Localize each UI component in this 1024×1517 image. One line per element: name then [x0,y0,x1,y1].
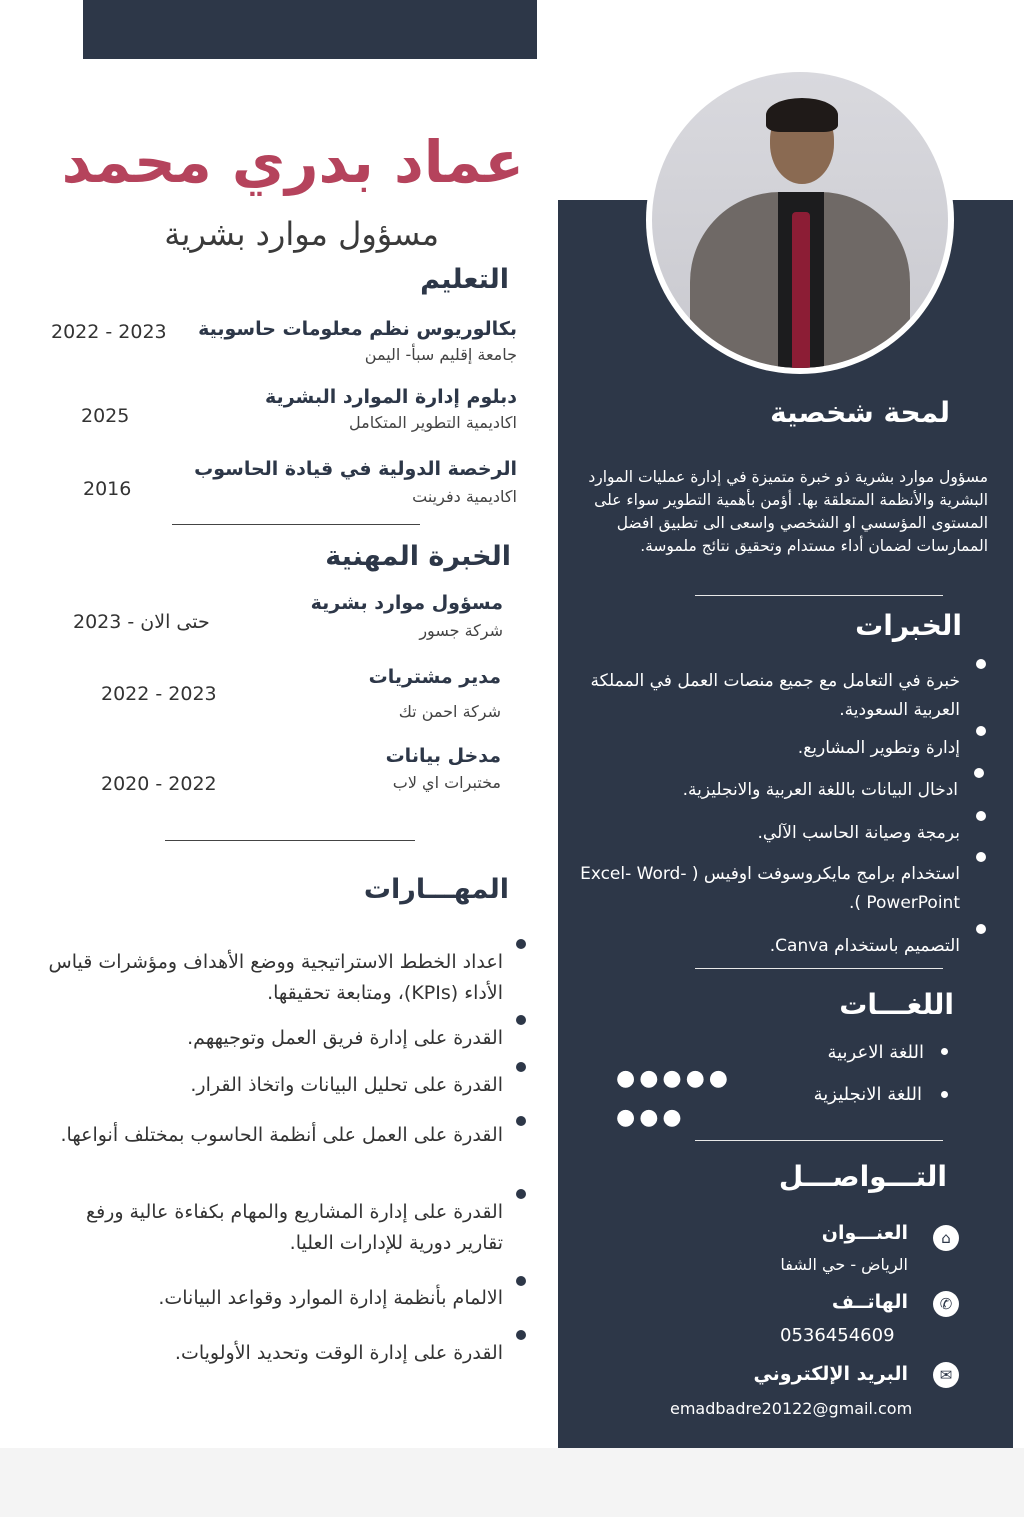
divider [165,840,415,841]
divider [695,1140,943,1141]
experience-org-3: مختبرات اي لاب [392,773,501,792]
skill-item-5: القدرة على إدارة المشاريع والمهام بكفاءة عالية ورفع تقارير دورية للإدارات العليا. [85,1201,503,1254]
bullet-icon [974,768,984,778]
experience-title-1: مسؤول موارد بشرية [310,592,503,614]
bullet-icon [976,924,986,934]
bullet-icon [516,1189,526,1199]
expertise-heading: الخبرات [855,609,962,642]
experience-date-1: 2023 - حتى الان [73,611,210,633]
experience-title-2: مدير مشتريات [368,666,501,688]
skill-item-4: القدرة على العمل على أنظمة الحاسوب بمختلف أنواعها. [60,1124,503,1146]
email-value: emadbadre20122@gmail.com [670,1399,913,1418]
experience-org-2: شركة احمن تك [398,702,501,721]
bullet-icon [516,1116,526,1126]
bullet-icon [941,1048,948,1055]
education-heading: التعليم [420,264,509,295]
contact-heading: التـــواصـــل [778,1160,947,1193]
expertise-item-2: إدارة وتطوير المشاريع. [797,738,960,758]
education-title-1: بكالوريوس نظم معلومات حاسوبية [198,318,517,340]
language-level-1: ●●●●● [616,1066,732,1091]
expertise-item-1: خبرة في التعامل مع جميع منصات العمل في المملكة العربية السعودية. [590,671,960,720]
expertise-item-6: التصميم باستخدام Canva. [769,936,960,956]
photo-tie [792,212,810,368]
skills-heading: المهـــارات [363,874,509,905]
experience-heading: الخبرة المهنية [325,541,511,572]
languages-heading: اللغـــات [839,988,954,1021]
education-date-3: 2016 [83,478,132,500]
skill-item-3: القدرة على تحليل البيانات واتخاذ القرار. [190,1074,503,1096]
education-org-2: اكاديمية التطوير المتكامل [349,413,517,432]
experience-title-3: مدخل بيانات [385,745,501,767]
photo-hair [766,98,838,132]
divider [172,524,420,525]
bullet-icon [976,811,986,821]
bullet-icon [976,726,986,736]
phone-label: الهاتــف [831,1291,908,1313]
education-org-1: جامعة إقليم سبأ- اليمن [364,345,517,364]
home-icon: ⌂ [933,1225,959,1251]
bullet-icon [516,1062,526,1072]
phone-value: 0536454609 [780,1325,895,1346]
skill-item-2: القدرة على إدارة فريق العمل وتوجيههم. [187,1027,503,1049]
address-label: العنـــوان [821,1222,908,1244]
bullet-icon [516,1276,526,1286]
bullet-icon [976,852,986,862]
education-org-3: اكاديمية دفرينت [412,487,517,506]
person-name: عماد بدري محمد [61,128,524,196]
experience-org-1: شركة جسور [419,621,503,640]
bullet-icon [516,1015,526,1025]
education-title-3: الرخصة الدولية في قيادة الحاسوب [194,458,517,480]
job-title: مسؤول موارد بشرية [164,215,439,253]
profile-photo [646,66,954,374]
education-date-1: 2022 - 2023 [51,321,167,343]
profile-heading: لمحة شخصية [770,396,950,429]
experience-date-3: 2020 - 2022 [101,773,217,795]
top-decor-bar [83,0,537,59]
address-value: الرياض - حي الشفا [780,1255,908,1274]
education-title-2: دبلوم إدارة الموارد البشرية [265,386,517,408]
expertise-item-5: استخدام برامج مايكروسوفت اوفيس ( Excel- Word-PowerPoint ). [580,864,960,913]
phone-icon: ✆ [933,1291,959,1317]
bullet-icon [976,659,986,669]
divider [695,595,943,596]
bullet-icon [516,939,526,949]
bullet-icon [516,1330,526,1340]
expertise-item-3: ادخال البيانات باللغة العربية والانجليزية. [682,780,958,800]
profile-text: مسؤول موارد بشرية ذو خبرة متميزة في إدارة عمليات الموارد البشرية والأنظمة المتعلقة بها. أؤمن بأهمية التطوير سواء على المستوى المؤسسي او الشخصي واسعى الى تطبيق افضل الممارسات لضمان أداء مستدام وتحقيق نتائج ملموسة. [588,467,988,555]
skill-item-1: اعداد الخطط الاستراتيجية ووضع الأهداف ومؤشرات قياس الأداء (KPIs)، ومتابعة تحقيقها. [48,951,503,1004]
email-label: البريد الإلكتروني [753,1363,908,1385]
education-date-2: 2025 [81,405,130,427]
divider [695,968,943,969]
skill-item-6: الالمام بأنظمة إدارة الموارد وقواعد البيانات. [158,1287,503,1309]
language-name-1: اللغة الاعربية [827,1042,924,1063]
experience-date-2: 2022 - 2023 [101,683,217,705]
bullet-icon [941,1091,948,1098]
language-level-2: ●●● [616,1105,686,1130]
expertise-item-4: برمجة وصيانة الحاسب الآلي. [757,823,960,843]
email-icon: ✉ [933,1362,959,1388]
photo-image [652,72,948,368]
language-name-2: اللغة الانجليزية [813,1084,922,1105]
skill-item-7: القدرة على إدارة الوقت وتحديد الأولويات. [174,1342,503,1364]
